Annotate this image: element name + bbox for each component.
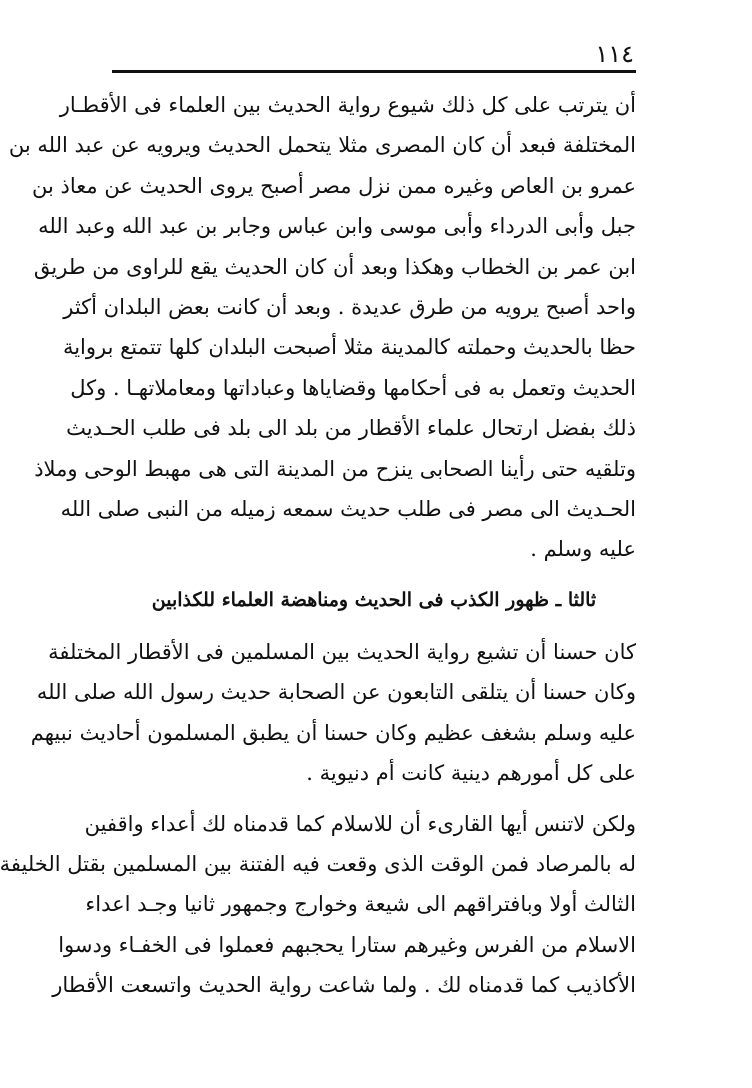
page-number: ١١٤ <box>595 40 634 68</box>
paragraph-2-line: على كل أمورهم دينية كانت أم دنيوية . <box>306 761 636 786</box>
paragraph-3 <box>0 804 636 1006</box>
paragraph-1-line: الحديث وتعمل به فى أحكامها وقضاياها وعباداتها ومعاملاتهـا . وكل <box>70 375 636 400</box>
paragraph-1 <box>8 85 636 570</box>
paragraph-3-line: الأكاذيب كما قدمناه لك . ولما شاعت رواية الحديث واتسعت الأقطار <box>52 973 636 998</box>
paragraph-3-line: الثالث أولا وبافتراقهم الى شيعة وخوارج وجمهور ثانيا وجـد اعداء <box>85 892 636 917</box>
paragraph-1-line: وتلقيه حتى رأينا الصحابى ينزح من المدينة التى هى مهبط الوحى وملاذ <box>34 456 636 481</box>
paragraph-1-line: جبل وأبى الدرداء وأبى موسى وابن عباس وجابر بن عبد الله وعبد الله <box>38 214 636 239</box>
paragraph-2 <box>30 632 636 794</box>
paragraph-2-line: عليه وسلم بشغف عظيم وكان حسنا أن يطبق المسلمون أحاديث نبيهم <box>30 720 636 745</box>
book-page <box>0 40 636 1000</box>
paragraph-2-line: كان حسنا أن تشيع رواية الحديث بين المسلمين فى الأقطار المختلفة <box>48 639 636 664</box>
paragraph-1-line: عمرو بن العاص وغيره ممن نزل مصر أصبح يروى الحديث عن معاذ بن <box>32 173 636 198</box>
paragraph-3-line: ولكن لاتنس أيها القارىء أن للاسلام كما قدمناه لك أعداء واقفين <box>84 811 636 836</box>
paragraph-3-line: له بالمرصاد فمن الوقت الذى وقعت فيه الفتنة بين المسلمين بقتل الخليفة <box>0 851 636 876</box>
paragraph-1-line: المختلفة فبعد أن كان المصرى مثلا يتحمل الحديث ويرويه عن عبد الله بن <box>8 133 636 158</box>
paragraph-1-line: واحد أصبح يرويه من طرق عديدة . وبعد أن كانت بعض البلدان أكثر <box>63 295 636 320</box>
paragraph-1-line: عليه وسلم . <box>530 537 636 562</box>
paragraph-3-line: الاسلام من الفرس وغيرهم ستارا يحجبهم فعملوا فى الخفـاء ودسوا <box>58 932 636 957</box>
paragraph-1-line: حظا بالحديث وحملته كالمدينة مثلا أصبحت البلدان كلها تتمتع برواية <box>62 335 636 360</box>
paragraph-2-line: وكان حسنا أن يتلقى التابعون عن الصحابة حديث رسول الله صلى الله <box>36 680 636 705</box>
paragraph-1-line: الحـديث الى مصر فى طلب حديث سمعه زميله من النبى صلى الله <box>60 497 636 522</box>
paragraph-spacer <box>112 794 636 804</box>
page-header <box>112 40 636 73</box>
paragraph-1-line: ابن عمر بن الخطاب وهكذا وبعد أن كان الحديث يقع للراوى من طريق <box>33 254 636 279</box>
paragraph-1-line: أن يترتب على كل ذلك شيوع رواية الحديث بين العلماء فى الأقطـار <box>59 93 636 117</box>
paragraph-1-line: ذلك بفضل ارتحال علماء الأقطار من بلد الى بلد فى طلب الحـديث <box>66 416 636 441</box>
section-heading: ثالثا ـ ظهور الكذب فى الحديث ومناهضة العلماء للكذابين <box>151 588 597 611</box>
